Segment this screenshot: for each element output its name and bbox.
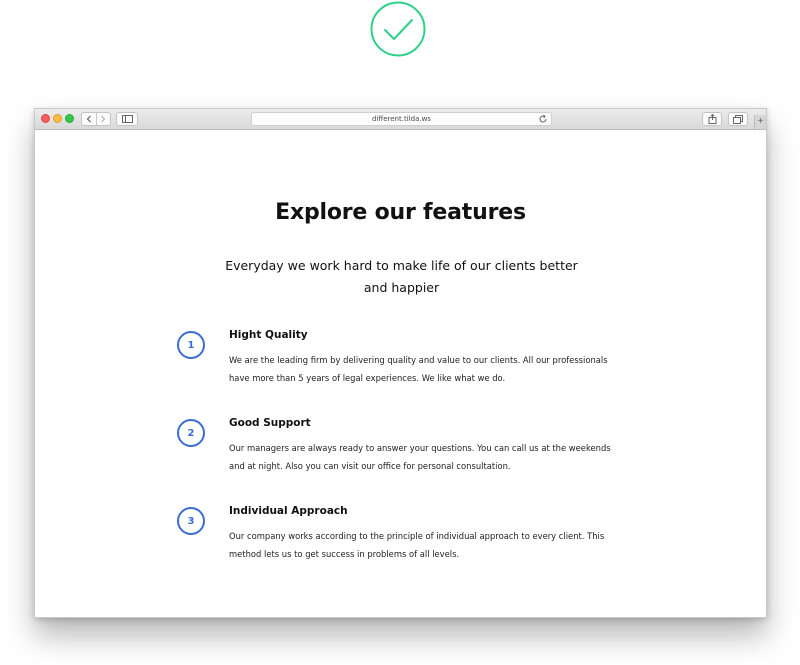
feature-title: Hight Quality — [229, 329, 308, 341]
feature-description: We are the leading firm by delivering quality and value to our clients. All our professionals have more than 5 years of legal experiences. We like what we do. — [229, 355, 608, 383]
page-content — [35, 130, 766, 618]
chevron-right-icon — [100, 115, 106, 123]
page-title: Explore our features — [275, 200, 526, 225]
share-icon — [708, 114, 717, 124]
sidebar-toggle-button[interactable] — [116, 112, 138, 126]
reload-icon[interactable] — [538, 114, 548, 124]
close-window-button[interactable] — [41, 114, 50, 123]
page-subtitle: Everyday we work hard to make life of our clients better and happier — [225, 258, 578, 295]
forward-button[interactable] — [96, 113, 110, 125]
feature-description: Our managers are always ready to answer your questions. You can call us at the weekends and at night. Also you can visit our office for personal consultation. — [229, 443, 611, 471]
maximize-window-button[interactable] — [65, 114, 74, 123]
feature-description: Our company works according to the principle of individual approach to every client. This method lets us to get success in problems of all levels. — [229, 531, 605, 559]
new-tab-button[interactable] — [754, 115, 766, 129]
plus-icon: + — [757, 116, 764, 127]
feature-title: Individual Approach — [229, 505, 348, 517]
browser-window — [34, 108, 767, 618]
sidebar-icon — [122, 115, 133, 123]
checkmark-circle-icon — [370, 1, 426, 57]
navigation-buttons — [81, 112, 111, 126]
chevron-left-icon — [86, 115, 92, 123]
tabs-overview-button[interactable] — [728, 112, 748, 126]
feature-number-badge: 3 — [177, 507, 205, 535]
address-url: different.tilda.ws — [372, 115, 431, 123]
share-button[interactable] — [702, 112, 722, 126]
address-bar[interactable] — [251, 112, 552, 126]
minimize-window-button[interactable] — [53, 114, 62, 123]
tabs-icon — [733, 115, 743, 124]
back-button[interactable] — [82, 113, 96, 125]
feature-title: Good Support — [229, 417, 311, 429]
feature-number-badge: 2 — [177, 419, 205, 447]
browser-toolbar — [35, 109, 766, 130]
feature-number-badge: 1 — [177, 331, 205, 359]
